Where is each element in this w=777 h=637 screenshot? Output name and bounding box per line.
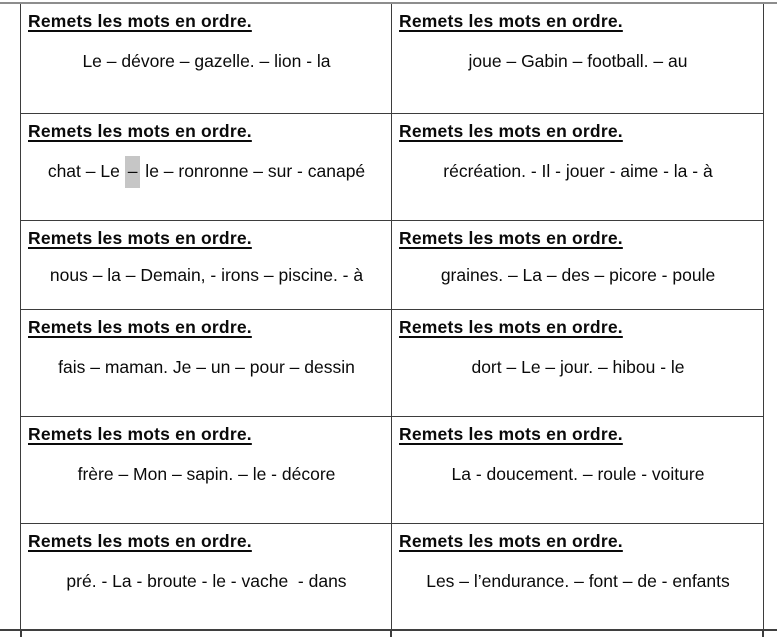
table-row [20,524,764,630]
scrambled-sentence: frère – Mon – sapin. – le - décore [77,464,336,484]
exercise-cell [20,114,392,221]
scrambled-sentence [28,159,385,183]
next-row-left-border [20,631,22,637]
exercise-cell [392,114,764,221]
exercise-cell [20,524,392,630]
scrambled-sentence: récréation. - Il - jouer - aime - la - à [443,161,713,181]
sentence-part: le – ronronne – sur - canapé [140,161,366,181]
scrambled-sentence: fais – maman. Je – un – pour – dessin [58,357,355,377]
scrambled-sentence: La - doucement. – roule - voiture [451,464,705,484]
worksheet-table [20,4,764,630]
instruction-heading: Remets les mots en ordre. [28,531,252,551]
instruction-heading: Remets les mots en ordre. [399,424,623,444]
instruction-heading: Remets les mots en ordre. [28,424,252,444]
exercise-cell [392,221,764,310]
exercise-cell [392,417,764,524]
instruction-heading: Remets les mots en ordre. [399,228,623,248]
exercise-cell [392,524,764,630]
instruction-heading: Remets les mots en ordre. [28,317,252,337]
exercise-cell [20,221,392,310]
instruction-heading: Remets les mots en ordre. [28,11,252,31]
highlighted-dash: – [125,156,141,188]
scrambled-sentence: dort – Le – jour. – hibou - le [471,357,685,377]
table-row [20,310,764,417]
scrambled-sentence: nous – la – Demain, - irons – piscine. - à [49,265,364,285]
scrambled-sentence: joue – Gabin – football. – au [468,51,688,71]
scrambled-sentence: pré. - La - broute - le - vache - dans [66,571,347,591]
scrambled-sentence: Les – l’endurance. – font – de - enfants [426,571,730,591]
instruction-heading: Remets les mots en ordre. [399,11,623,31]
instruction-heading: Remets les mots en ordre. [399,317,623,337]
table-row [20,221,764,310]
instruction-heading: Remets les mots en ordre. [28,228,252,248]
instruction-heading: Remets les mots en ordre. [399,121,623,141]
exercise-cell [392,4,764,114]
next-row-divider-border [390,631,392,637]
exercise-cell [392,310,764,417]
sentence-part: chat – Le [47,161,125,181]
table-row [20,417,764,524]
exercise-cell [20,4,392,114]
table-row [20,4,764,114]
table-bottom-border [0,629,777,631]
next-row-right-border [762,631,764,637]
scrambled-sentence: Le – dévore – gazelle. – lion - la [82,51,331,71]
instruction-heading: Remets les mots en ordre. [28,121,252,141]
exercise-cell [20,417,392,524]
table-row [20,114,764,221]
scrambled-sentence: graines. – La – des – picore - poule [440,265,716,285]
instruction-heading: Remets les mots en ordre. [399,531,623,551]
exercise-cell [20,310,392,417]
